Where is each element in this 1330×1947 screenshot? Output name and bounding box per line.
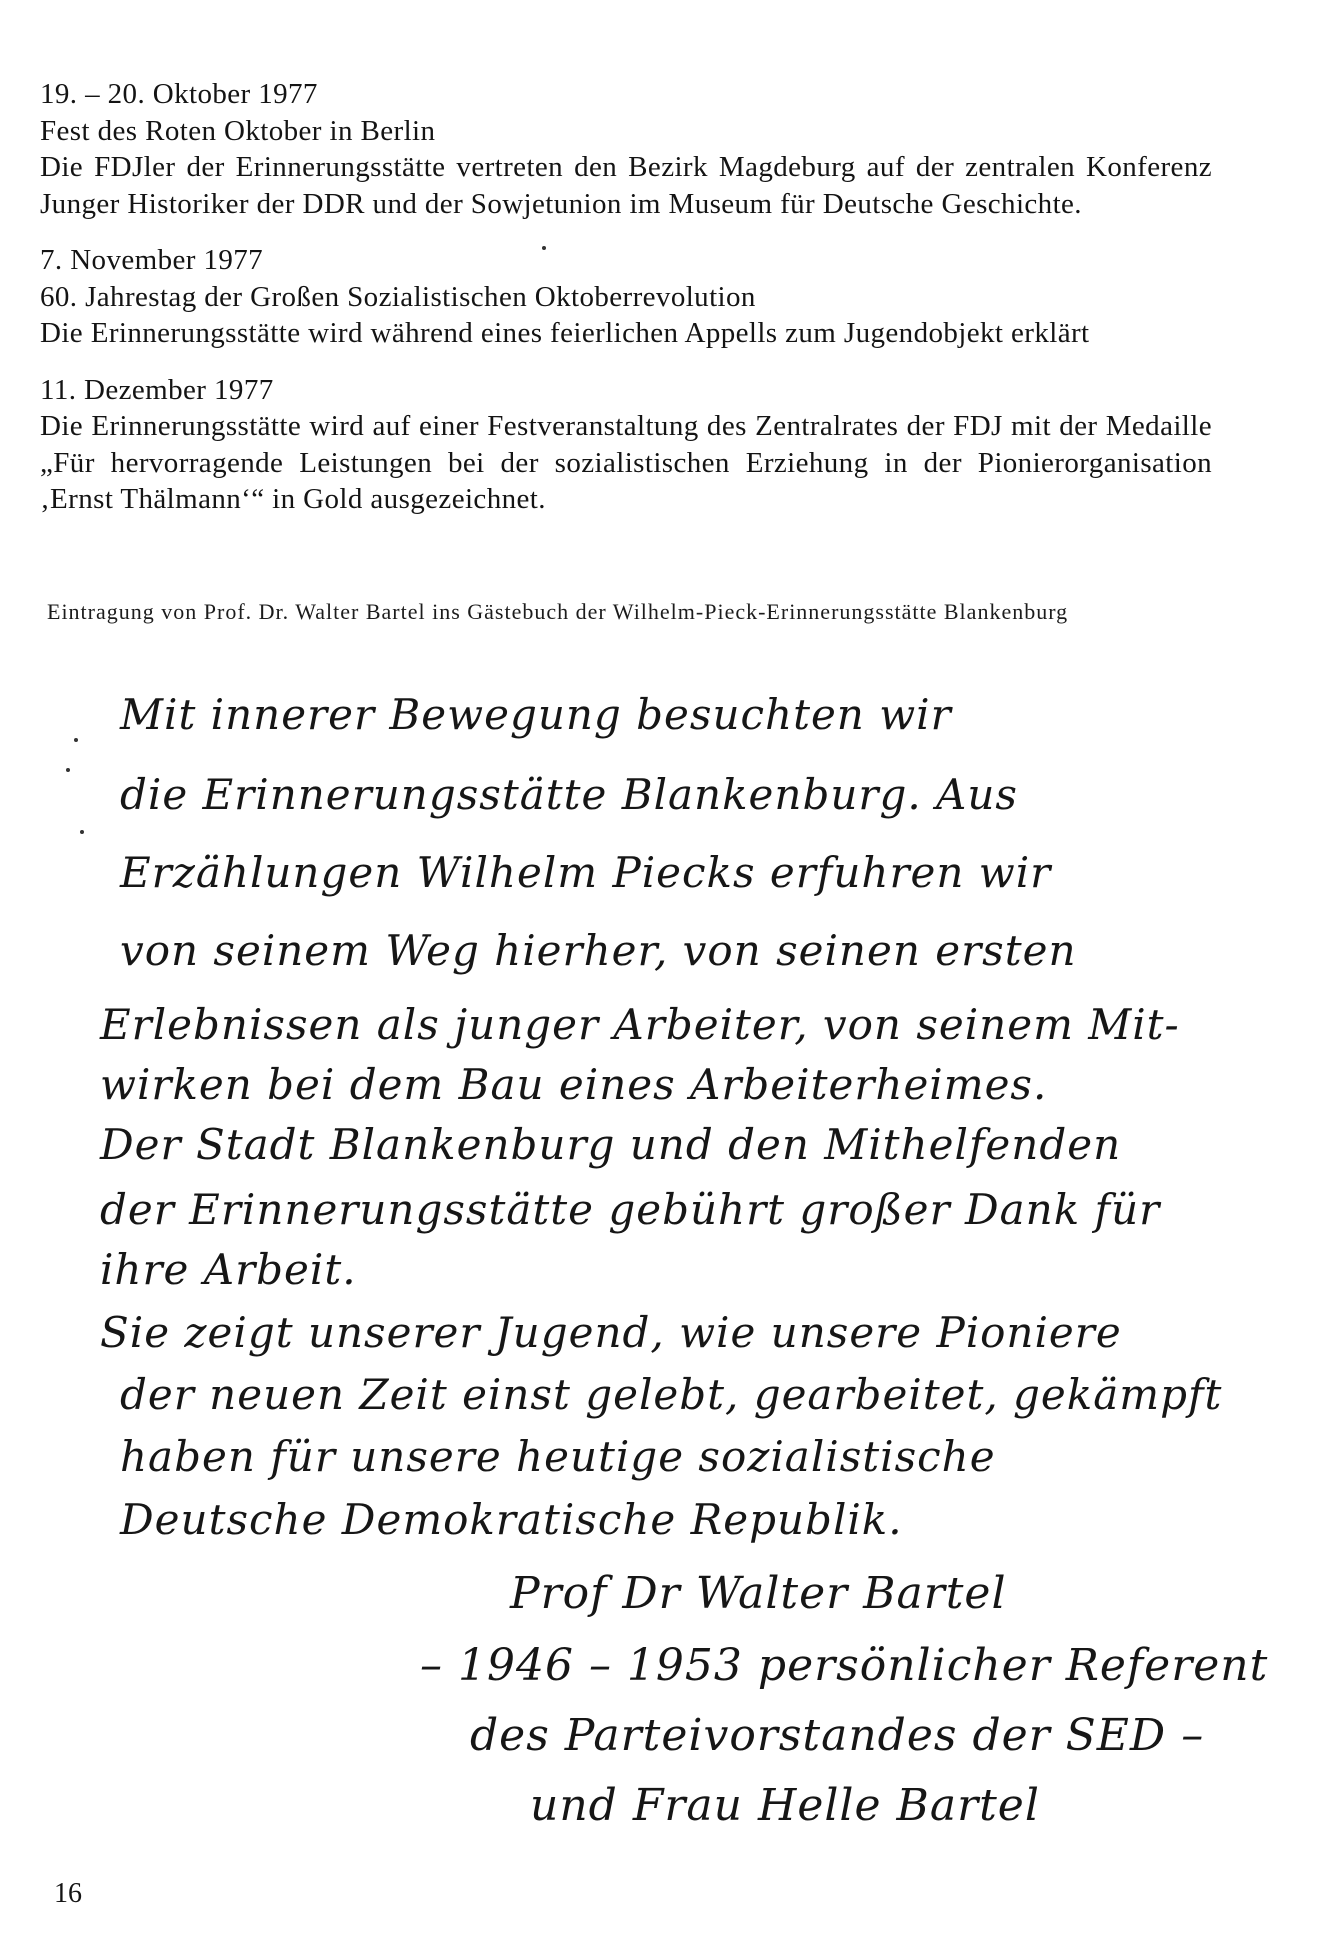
signature-line: des Parteivorstandes der SED – (470, 1710, 1205, 1761)
scan-speck (542, 246, 546, 250)
handwritten-line: der neuen Zeit einst gelebt, gearbeitet, gekämpft (120, 1370, 1223, 1419)
handwritten-line: die Erinnerungsstätte Blankenburg. Aus (120, 770, 1018, 819)
guestbook-caption: Eintragung von Prof. Dr. Walter Bartel ins Gästebuch der Wilhelm-Pieck-Erinnerungsstätte Blankenburg (47, 599, 1069, 624)
page-number: 16 (54, 1878, 82, 1909)
signature-line: – 1946 – 1953 persönlicher Referent (420, 1640, 1269, 1691)
chronicle-section (40, 76, 1212, 538)
handwritten-line: Der Stadt Blankenburg und den Mithelfenden (100, 1120, 1122, 1169)
entry-line: 60. Jahrestag der Großen Sozialistischen Oktoberrevolution (40, 280, 756, 313)
handwritten-line: Erzählungen Wilhelm Piecks erfuhren wir (120, 848, 1052, 897)
handwritten-line: Erlebnissen als junger Arbeiter, von seinem Mit- (100, 1000, 1180, 1049)
chronicle-entry-november (40, 242, 1212, 352)
entry-line: Fest des Roten Oktober in Berlin (40, 114, 436, 147)
chronicle-entry-october (40, 76, 1212, 222)
entry-line: Die Erinnerungsstätte wird auf einer Festveranstaltung des Zentralrates der FDJ mit der Medaille „Für hervorragende Leistungen bei der sozialistischen Erziehung in der Pionierorganisation ‚Ernst Thälmann‘“ in Gold ausgezeichnet. (40, 410, 1212, 515)
handwritten-line: ihre Arbeit. (100, 1245, 357, 1294)
handwritten-line: Mit innerer Bewegung besuchten wir (120, 690, 952, 739)
scan-speck (66, 768, 70, 772)
handwritten-line: Deutsche Demokratische Republik. (120, 1495, 903, 1544)
handwritten-line: von seinem Weg hierher, von seinen ersten (120, 926, 1077, 975)
chronicle-entry-december (40, 372, 1212, 518)
entry-date: 19. – 20. Oktober 1977 (40, 78, 318, 110)
scan-speck (74, 738, 78, 742)
handwritten-line: der Erinnerungsstätte gebührt großer Dank für (100, 1185, 1161, 1234)
signature-line: und Frau Helle Bartel (530, 1780, 1040, 1831)
entry-date: 11. Dezember 1977 (40, 373, 274, 406)
handwritten-line: Sie zeigt unserer Jugend, wie unsere Pioniere (100, 1308, 1122, 1357)
scan-speck (80, 830, 84, 834)
entry-line: Die Erinnerungsstätte wird während eines feierlichen Appells zum Jugendobjekt erklärt (40, 317, 1090, 349)
handwritten-line: haben für unsere heutige sozialistische (120, 1432, 996, 1481)
handwritten-guestbook-entry (90, 690, 1269, 1850)
signature-line: Prof Dr Walter Bartel (510, 1568, 1007, 1619)
entry-date: 7. November 1977 (40, 244, 264, 276)
entry-line: Die FDJler der Erinnerungsstätte vertreten den Bezirk Magdeburg auf der zentralen Konferenz Junger Historiker der DDR und der Sowjetunion im Museum für Deutsche Geschichte. (40, 151, 1212, 220)
handwritten-line: wirken bei dem Bau eines Arbeiterheimes. (100, 1060, 1048, 1109)
